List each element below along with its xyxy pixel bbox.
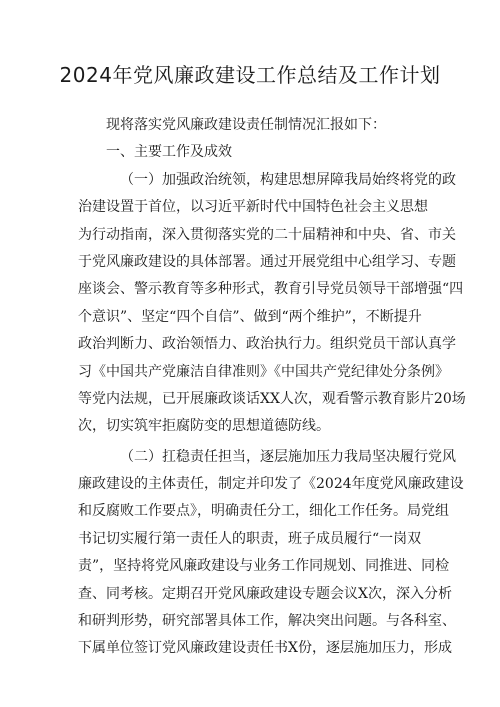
paragraph-line: 书记切实履行第一责任人的职责，班子成员履行“一岗双: [78, 530, 422, 547]
paragraph-line: 于党风廉政建设的具体部署。通过开展党组中心组学习、专题: [78, 253, 456, 270]
paragraph-line: 个意识”、坚定“四个自信”、做到“两个维护”，不断提升: [78, 308, 422, 325]
paragraph-2: [78, 444, 464, 663]
paragraph-line: 和反腐败工作要点》，明确责任分工，细化工作任务。局党组: [78, 503, 449, 520]
paragraph-line: 为行动指南，深入贯彻落实党的二十届精神和中央、省、市关: [78, 226, 456, 243]
paragraph-line: 等党内法规，已开展廉政谈话XX人次，观看警示教育影片20场: [78, 390, 466, 407]
paragraph-line: 次，切实筑牢拒腐防变的思想道德防线。: [78, 418, 330, 435]
paragraph-line: 习《中国共产党廉洁自律准则》《中国共产党纪律处分条例》: [78, 363, 449, 380]
paragraph-line: 查、同考核。定期召开党风廉政建设专题会议X次，深入分析: [78, 585, 452, 602]
section-heading: 一、主要工作及成效: [106, 144, 232, 161]
intro-line: 现将落实党风廉政建设责任制情况汇报如下：: [106, 117, 386, 133]
paragraph-line: 下属单位签订党风廉政建设责任书X份，逐层施加压力，形成: [78, 640, 452, 657]
paragraph-1: [78, 167, 466, 441]
document-body: [78, 112, 466, 663]
paragraph-line: 和研判形势，研究部署具体工作，解决突出问题。与各科室、: [78, 613, 456, 630]
paragraph-line: （一）加强政治统领，构建思想屏障我局始终将党的政: [120, 171, 456, 188]
paragraph-line: 责”，坚持将党风廉政建设与业务工作同规划、同推进、同检: [78, 558, 450, 575]
paragraph-line: 治建设置于首位，以习近平新时代中国特色社会主义思想: [78, 199, 428, 216]
paragraph-line: 座谈会、警示教育等多种形式，教育引导党员领导干部增强“四: [78, 281, 464, 298]
paragraph-line: 廉政建设的主体责任，制定并印发了《2024年度党风廉政建设: [78, 476, 464, 493]
paragraph-line: 政治判断力、政治领悟力、政治执行力。组织党员干部认真学: [78, 336, 456, 353]
paragraph-line: （二）扛稳责任担当，逐层施加压力我局坚决履行党风: [120, 448, 456, 465]
document-title: 2024年党风廉政建设工作总结及工作计划: [59, 63, 441, 87]
